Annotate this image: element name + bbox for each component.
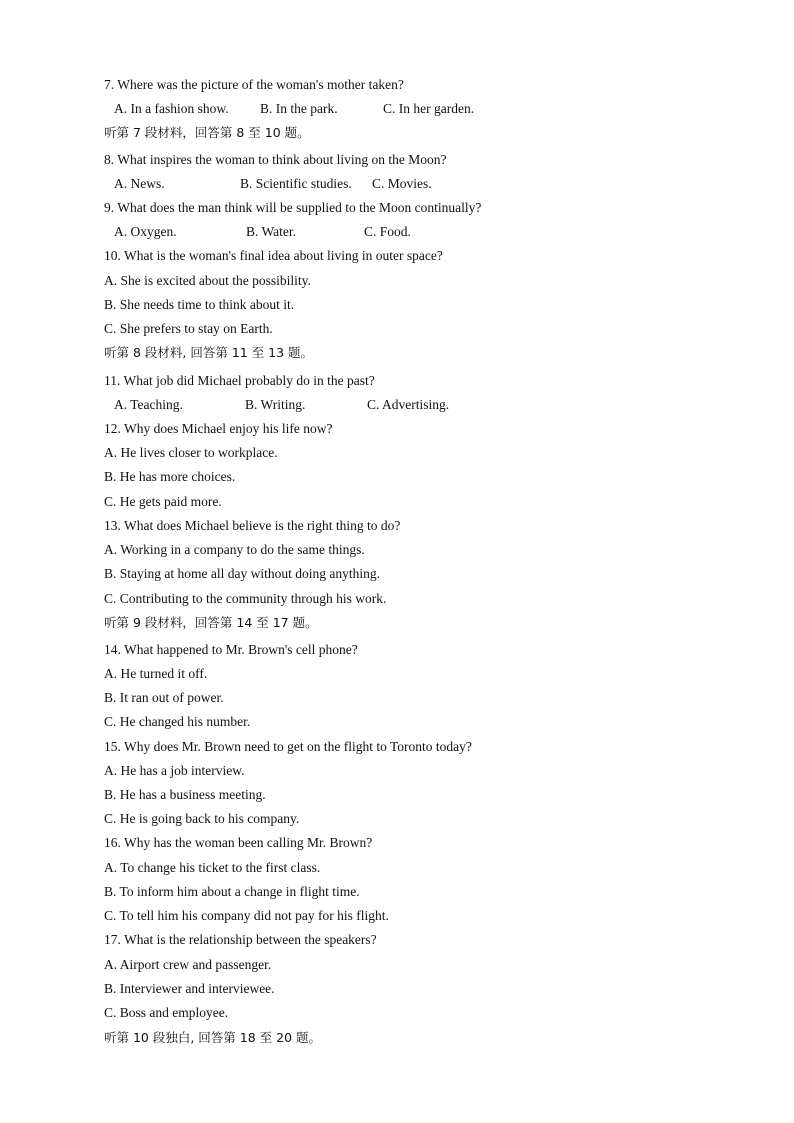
question-8: 8. What inspires the woman to think about living on the Moon?: [104, 152, 447, 167]
q10-option-a: A. She is excited about the possibility.: [104, 273, 311, 288]
q8-option-a: A. News.: [114, 176, 165, 191]
section-heading-10: 听第 10 段独白, 回答第 18 至 20 题。: [104, 1030, 322, 1045]
q16-option-b: B. To inform him about a change in flight time.: [104, 884, 360, 899]
q11-option-b: B. Writing.: [245, 397, 306, 412]
q17-option-a: A. Airport crew and passenger.: [104, 957, 272, 972]
q14-option-b: B. It ran out of power.: [104, 690, 224, 705]
question-13: 13. What does Michael believe is the right thing to do?: [104, 518, 401, 533]
q12-option-c: C. He gets paid more.: [104, 494, 222, 509]
question-12: 12. Why does Michael enjoy his life now?: [104, 421, 333, 436]
q16-option-a: A. To change his ticket to the first class.: [104, 860, 321, 875]
q9-option-a: A. Oxygen.: [114, 224, 177, 239]
section-heading-7: 听第 7 段材料，回答第 8 至 10 题。: [104, 125, 310, 140]
q15-option-b: B. He has a business meeting.: [104, 787, 266, 802]
q14-option-c: C. He changed his number.: [104, 714, 251, 729]
section-heading-9: 听第 9 段材料，回答第 14 至 17 题。: [104, 615, 318, 630]
q8-option-c: C. Movies.: [372, 176, 432, 191]
question-10: 10. What is the woman's final idea about living in outer space?: [104, 248, 443, 263]
section-heading-8: 听第 8 段材料, 回答第 11 至 13 题。: [104, 345, 314, 360]
q16-option-c: C. To tell him his company did not pay for his flight.: [104, 908, 389, 923]
q11-option-a: A. Teaching.: [114, 397, 183, 412]
q12-option-a: A. He lives closer to workplace.: [104, 445, 278, 460]
q10-option-c: C. She prefers to stay on Earth.: [104, 321, 273, 336]
question-9: 9. What does the man think will be supplied to the Moon continually?: [104, 200, 482, 215]
q17-option-b: B. Interviewer and interviewee.: [104, 981, 275, 996]
q13-option-b: B. Staying at home all day without doing anything.: [104, 566, 380, 581]
q13-option-a: A. Working in a company to do the same things.: [104, 542, 365, 557]
question-17: 17. What is the relationship between the speakers?: [104, 932, 377, 947]
q15-option-a: A. He has a job interview.: [104, 763, 245, 778]
q9-option-b: B. Water.: [246, 224, 297, 239]
q15-option-c: C. He is going back to his company.: [104, 811, 300, 826]
question-7: 7. Where was the picture of the woman's mother taken?: [104, 77, 404, 92]
question-16: 16. Why has the woman been calling Mr. Brown?: [104, 835, 373, 850]
question-11: 11. What job did Michael probably do in the past?: [104, 373, 375, 388]
q9-option-c: C. Food.: [364, 224, 411, 239]
q7-option-c: C. In her garden.: [383, 101, 475, 116]
question-15: 15. Why does Mr. Brown need to get on the flight to Toronto today?: [104, 739, 472, 754]
q10-option-b: B. She needs time to think about it.: [104, 297, 295, 312]
q7-option-b: B. In the park.: [260, 101, 338, 116]
q8-option-b: B. Scientific studies.: [240, 176, 352, 191]
q13-option-c: C. Contributing to the community through his work.: [104, 591, 387, 606]
q14-option-a: A. He turned it off.: [104, 666, 208, 681]
q17-option-c: C. Boss and employee.: [104, 1005, 229, 1020]
q12-option-b: B. He has more choices.: [104, 469, 236, 484]
question-14: 14. What happened to Mr. Brown's cell phone?: [104, 642, 358, 657]
q11-option-c: C. Advertising.: [367, 397, 450, 412]
q7-option-a: A. In a fashion show.: [114, 101, 229, 116]
